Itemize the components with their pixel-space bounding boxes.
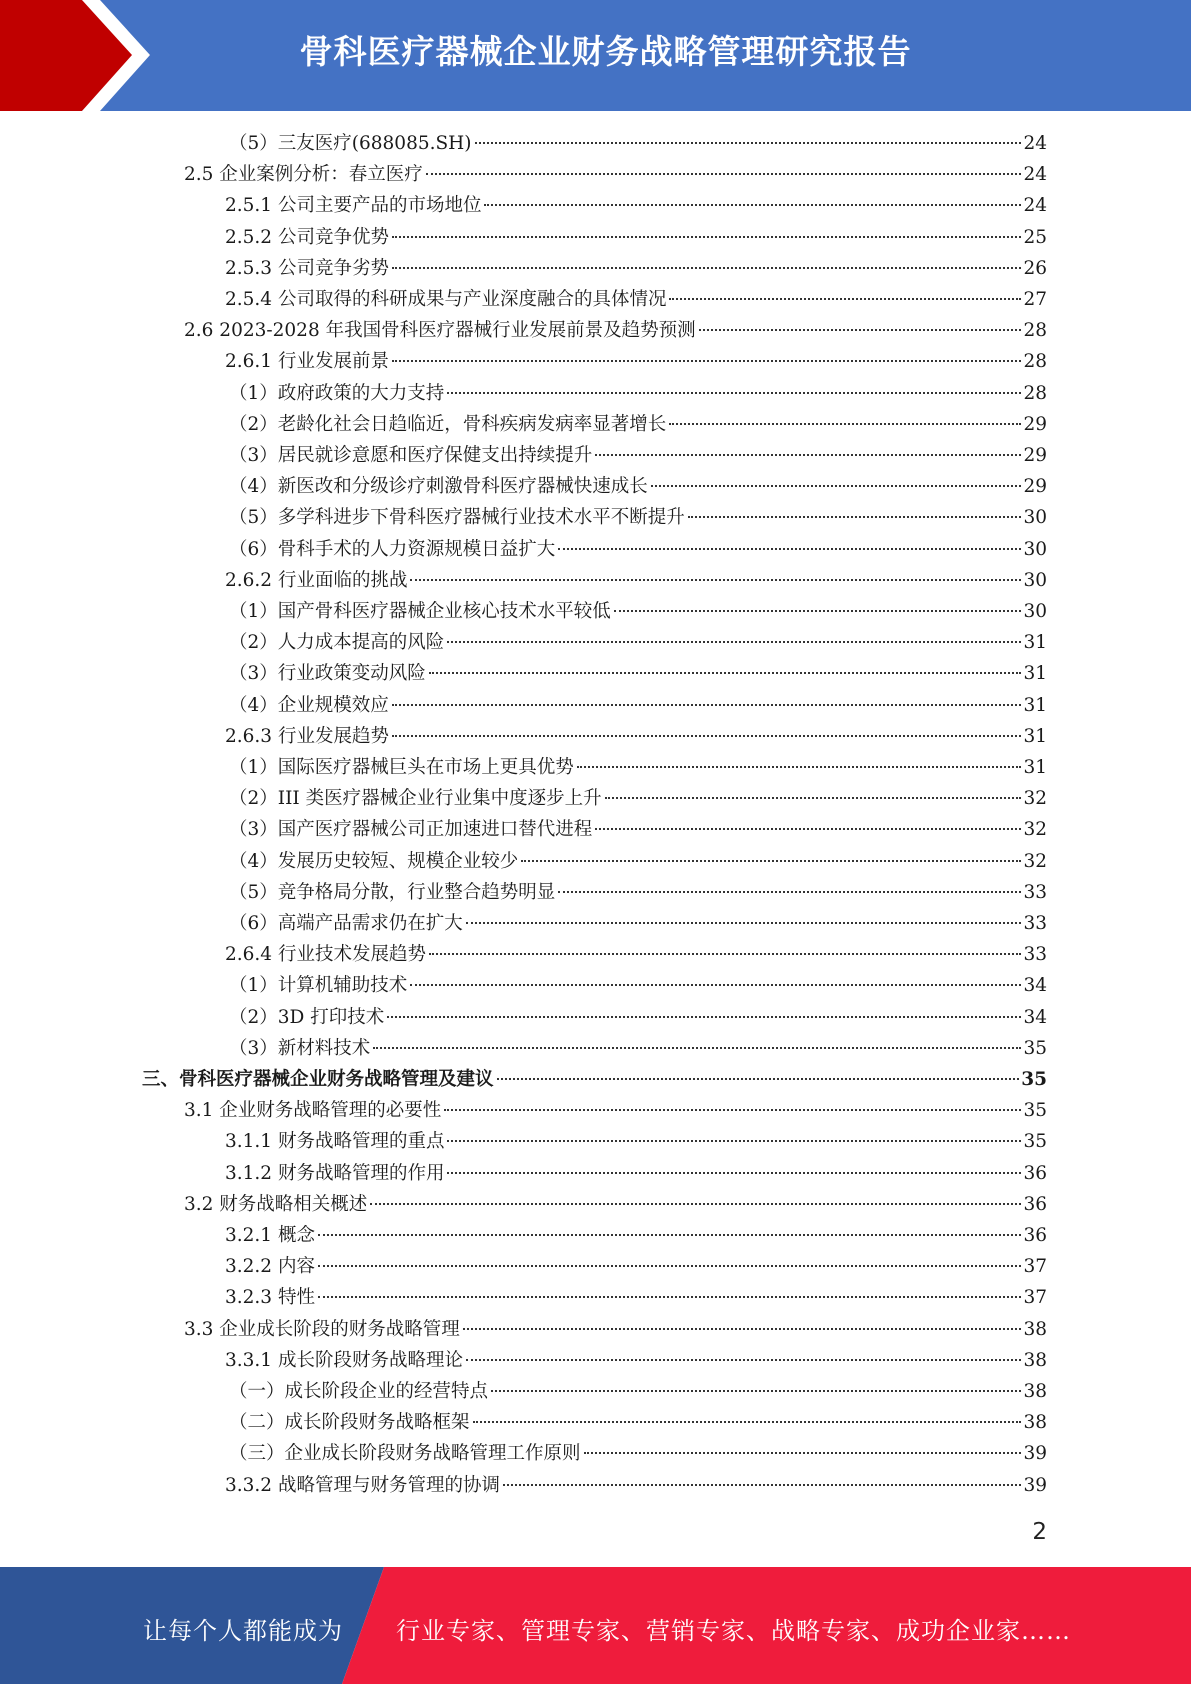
- toc-dot-leader: [503, 1484, 1021, 1486]
- toc-dot-leader: [370, 1203, 1021, 1205]
- toc-entry-title: 3.2 财务战略相关概述: [184, 1193, 368, 1215]
- toc-dot-leader: [605, 797, 1022, 799]
- toc-entry-title: 2.5.4 公司取得的科研成果与产业深度融合的具体情况: [225, 289, 667, 310]
- toc-entry-page: 24: [1023, 133, 1047, 154]
- toc-entry[interactable]: [142, 1064, 1047, 1095]
- toc-entry-page: 30: [1023, 601, 1047, 622]
- toc-dot-leader: [447, 1140, 1021, 1142]
- toc-entry-title: 3.1 企业财务战略管理的必要性: [184, 1100, 442, 1122]
- toc-entry[interactable]: [229, 752, 1047, 783]
- toc-entry-title: 2.5.3 公司竞争劣势: [225, 257, 389, 279]
- toc-dot-leader: [392, 704, 1022, 706]
- toc-dot-leader: [429, 953, 1021, 955]
- toc-entry[interactable]: [225, 1251, 1047, 1282]
- toc-entry[interactable]: [225, 1126, 1047, 1157]
- toc-entry[interactable]: [184, 1314, 1047, 1345]
- toc-dot-leader: [318, 1296, 1022, 1298]
- toc-dot-leader: [392, 236, 1021, 238]
- toc-entry-page: 38: [1023, 1349, 1047, 1371]
- toc-entry-page: 37: [1023, 1287, 1047, 1309]
- toc-entry-page: 31: [1023, 632, 1047, 654]
- toc-dot-leader: [558, 548, 1021, 550]
- toc-entry-page: 31: [1023, 725, 1047, 747]
- toc-dot-leader: [669, 423, 1021, 425]
- toc-dot-leader: [466, 922, 1022, 924]
- toc-entry[interactable]: [229, 783, 1047, 814]
- toc-entry-page: 30: [1023, 507, 1047, 529]
- toc-entry-page: 35: [1023, 1131, 1047, 1153]
- toc-dot-leader: [484, 204, 1021, 206]
- toc-entry[interactable]: [229, 877, 1047, 908]
- footer-slogan-left: 让每个人都能成为: [143, 1617, 343, 1645]
- toc-entry[interactable]: [229, 471, 1047, 502]
- toc-entry-title: 3.2.2 内容: [225, 1256, 315, 1278]
- toc-entry-title: 2.5.2 公司竞争优势: [225, 226, 389, 248]
- toc-dot-leader: [447, 392, 1021, 394]
- toc-entry[interactable]: [229, 502, 1047, 533]
- toc-dot-leader: [595, 454, 1021, 456]
- toc-entry[interactable]: [225, 346, 1047, 377]
- toc-entry-title: （3）新材料技术: [229, 1037, 371, 1059]
- toc-entry[interactable]: [184, 159, 1047, 190]
- toc-entry-page: 28: [1023, 351, 1047, 373]
- toc-entry[interactable]: [225, 1220, 1047, 1251]
- toc-entry-page: 28: [1023, 320, 1047, 342]
- toc-entry[interactable]: [225, 565, 1047, 596]
- toc-entry-page: 36: [1023, 1193, 1047, 1215]
- toc-entry-title: 3.1.2 财务战略管理的作用: [225, 1162, 445, 1184]
- toc-entry-page: 37: [1023, 1256, 1047, 1278]
- toc-entry-page: 35: [1023, 1100, 1047, 1122]
- toc-entry[interactable]: [225, 253, 1047, 284]
- toc-entry-title: （二）成长阶段财务战略框架: [229, 1412, 470, 1434]
- toc-dot-leader: [475, 142, 1022, 144]
- toc-entry-title: （6）高端产品需求仍在扩大: [229, 913, 463, 934]
- toc-entry-page: 30: [1023, 538, 1047, 560]
- toc-dot-leader: [463, 1328, 1022, 1330]
- toc-entry-page: 28: [1023, 382, 1047, 404]
- toc-entry-title: 2.6.2 行业面临的挑战: [225, 569, 408, 591]
- toc-entry-page: 25: [1023, 226, 1047, 248]
- toc-entry-title: （2）III 类医疗器械企业行业集中度逐步上升: [229, 788, 602, 810]
- toc-entry-page: 32: [1023, 850, 1047, 872]
- toc-entry-page: 30: [1023, 569, 1047, 591]
- page-number: 2: [1032, 1519, 1047, 1545]
- toc-entry[interactable]: [229, 128, 1047, 159]
- toc-entry-page: 24: [1023, 195, 1047, 217]
- toc-entry-title: （1）政府政策的大力支持: [229, 382, 445, 404]
- toc-dot-leader: [577, 766, 1022, 768]
- toc-entry-title: （一）成长阶段企业的经营特点: [229, 1381, 489, 1402]
- report-footer: [0, 1567, 1191, 1684]
- toc-entry[interactable]: [229, 534, 1047, 565]
- toc-entry-page: 29: [1023, 445, 1047, 466]
- toc-dot-leader: [373, 1047, 1021, 1049]
- toc-dot-leader: [688, 516, 1022, 518]
- toc-entry-title: 3.3.1 成长阶段财务战略理论: [225, 1349, 463, 1371]
- toc-entry-page: 27: [1023, 289, 1047, 310]
- toc-dot-leader: [392, 267, 1021, 269]
- toc-dot-leader: [426, 173, 1022, 175]
- toc-entry[interactable]: [225, 284, 1047, 315]
- toc-entry[interactable]: [229, 596, 1047, 627]
- toc-entry-page: 29: [1023, 413, 1047, 435]
- toc-entry[interactable]: [229, 440, 1047, 471]
- toc-entry[interactable]: [184, 1189, 1047, 1220]
- toc-entry-page: 36: [1023, 1225, 1047, 1246]
- toc-entry-title: （4）新医改和分级诊疗刺激骨科医疗器械快速成长: [229, 476, 648, 498]
- toc-dot-leader: [558, 891, 1021, 893]
- toc-entry-title: （2）老龄化社会日趋临近，骨科疾病发病率显著增长: [229, 413, 667, 435]
- toc-entry-title: 三、骨科医疗器械企业财务战略管理及建议: [142, 1069, 494, 1090]
- toc-dot-leader: [387, 1016, 1021, 1018]
- toc-dot-leader: [584, 1452, 1022, 1454]
- toc-entry[interactable]: [229, 814, 1047, 845]
- toc-entry-title: 2.5 企业案例分析：春立医疗: [184, 164, 423, 186]
- toc-entry-title: （5）竞争格局分散，行业整合趋势明显: [229, 881, 556, 903]
- toc-entry-page: 24: [1023, 164, 1047, 186]
- toc-entry-page: 36: [1023, 1162, 1047, 1184]
- toc-dot-leader: [410, 984, 1021, 986]
- toc-entry[interactable]: [229, 658, 1047, 689]
- toc-entry[interactable]: [229, 1438, 1047, 1469]
- footer-slogan-right: 行业专家、管理专家、营销专家、战略专家、成功企业家……: [396, 1617, 1071, 1645]
- toc-entry-page: 32: [1023, 788, 1047, 810]
- toc-dot-leader: [447, 1172, 1021, 1174]
- toc-entry-title: 3.1.1 财务战略管理的重点: [225, 1131, 445, 1153]
- toc-entry-page: 38: [1023, 1318, 1047, 1340]
- toc-dot-leader: [614, 610, 1022, 612]
- toc-dot-leader: [521, 860, 1021, 862]
- report-header: [0, 0, 1191, 111]
- toc-entry-page: 34: [1023, 1006, 1047, 1028]
- toc-entry[interactable]: [229, 1033, 1047, 1064]
- toc-entry[interactable]: [225, 1345, 1047, 1376]
- toc-entry[interactable]: [225, 1158, 1047, 1189]
- toc-entry-page: 33: [1023, 913, 1047, 934]
- toc-entry-page: 26: [1023, 257, 1047, 279]
- toc-entry-page: 32: [1023, 819, 1047, 841]
- toc-entry[interactable]: [225, 939, 1047, 970]
- toc-entry-title: 3.2.1 概念: [225, 1225, 315, 1246]
- toc-dot-leader: [651, 485, 1022, 487]
- toc-dot-leader: [318, 1234, 1022, 1236]
- toc-entry-title: 2.6.4 行业技术发展趋势: [225, 944, 426, 966]
- toc-dot-leader: [318, 1265, 1022, 1267]
- toc-entry-title: （3）居民就诊意愿和医疗保健支出持续提升: [229, 445, 593, 466]
- toc-entry[interactable]: [229, 970, 1047, 1001]
- toc-dot-leader: [595, 828, 1021, 830]
- toc-entry[interactable]: [229, 1002, 1047, 1033]
- toc-entry-title: （2）人力成本提高的风险: [229, 632, 445, 654]
- toc-entry-page: 38: [1023, 1412, 1047, 1434]
- toc-dot-leader: [447, 641, 1021, 643]
- toc-entry-title: 3.3 企业成长阶段的财务战略管理: [184, 1318, 460, 1340]
- toc-entry-page: 33: [1023, 944, 1047, 966]
- toc-entry[interactable]: [225, 721, 1047, 752]
- toc-entry-title: （4）企业规模效应: [229, 694, 389, 716]
- toc-entry-page: 34: [1023, 975, 1047, 997]
- toc-entry-title: （6）骨科手术的人力资源规模日益扩大: [229, 538, 556, 560]
- toc-entry[interactable]: [229, 690, 1047, 721]
- toc-entry[interactable]: [225, 190, 1047, 221]
- toc-entry-title: （3）行业政策变动风险: [229, 663, 426, 685]
- toc-entry[interactable]: [184, 1095, 1047, 1126]
- toc-entry-title: 3.3.2 战略管理与财务管理的协调: [225, 1474, 500, 1496]
- toc-entry-title: 2.6 2023-2028 年我国骨科医疗器械行业发展前景及趋势预测: [184, 320, 696, 342]
- toc-entry[interactable]: [225, 1470, 1047, 1501]
- toc-entry-page: 31: [1023, 663, 1047, 685]
- toc-entry[interactable]: [229, 1407, 1047, 1438]
- toc-entry-page: 31: [1023, 757, 1047, 778]
- toc-entry-title: 2.6.1 行业发展前景: [225, 351, 389, 373]
- toc-dot-leader: [669, 298, 1021, 300]
- toc-entry-page: 39: [1023, 1474, 1047, 1496]
- toc-entry-page: 31: [1023, 694, 1047, 716]
- toc-entry-page: 33: [1023, 881, 1047, 903]
- toc-dot-leader: [473, 1421, 1022, 1423]
- toc-entry-title: （4）发展历史较短、规模企业较少: [229, 850, 519, 872]
- toc-entry-title: 3.2.3 特性: [225, 1287, 315, 1309]
- toc-entry-page: 29: [1023, 476, 1047, 498]
- toc-dot-leader: [466, 1359, 1021, 1361]
- toc-entry[interactable]: [229, 378, 1047, 409]
- toc-entry-title: （三）企业成长阶段财务战略管理工作原则: [229, 1443, 581, 1465]
- report-title: 骨科医疗器械企业财务战略管理研究报告: [299, 32, 912, 71]
- toc-entry-title: （2）3D 打印技术: [229, 1006, 385, 1028]
- toc-entry[interactable]: [229, 1376, 1047, 1407]
- toc-dot-leader: [392, 735, 1021, 737]
- toc-entry[interactable]: [229, 627, 1047, 658]
- toc-entry[interactable]: [229, 409, 1047, 440]
- toc-dot-leader: [699, 329, 1022, 331]
- toc-dot-leader: [392, 360, 1021, 362]
- toc-entry-page: 38: [1023, 1381, 1047, 1402]
- toc-entry-title: 2.5.1 公司主要产品的市场地位: [225, 195, 482, 217]
- toc-entry-title: （5）三友医疗(688085.SH): [229, 133, 472, 154]
- toc-entry[interactable]: [229, 908, 1047, 939]
- toc-entry[interactable]: [229, 846, 1047, 877]
- toc-entry-page: 39: [1023, 1443, 1047, 1465]
- toc-entry-title: 2.6.3 行业发展趋势: [225, 725, 389, 747]
- toc-dot-leader: [429, 672, 1022, 674]
- toc-entry-page: 35: [1023, 1037, 1047, 1059]
- toc-entry-title: （1）国产骨科医疗器械企业核心技术水平较低: [229, 601, 611, 622]
- toc-dot-leader: [491, 1390, 1021, 1392]
- toc-dot-leader: [497, 1078, 1020, 1080]
- toc-entry-page: 35: [1021, 1069, 1047, 1090]
- toc-entry[interactable]: [184, 315, 1047, 346]
- toc-entry-title: （5）多学科进步下骨科医疗器械行业技术水平不断提升: [229, 507, 685, 529]
- toc-entry-title: （1）国际医疗器械巨头在市场上更具优势: [229, 757, 574, 778]
- toc-dot-leader: [410, 579, 1021, 581]
- toc-dot-leader: [444, 1109, 1021, 1111]
- toc-entry-title: （1）计算机辅助技术: [229, 975, 408, 997]
- toc-entry[interactable]: [225, 222, 1047, 253]
- toc-entry[interactable]: [225, 1282, 1047, 1313]
- toc-entry-title: （3）国产医疗器械公司正加速进口替代进程: [229, 819, 593, 841]
